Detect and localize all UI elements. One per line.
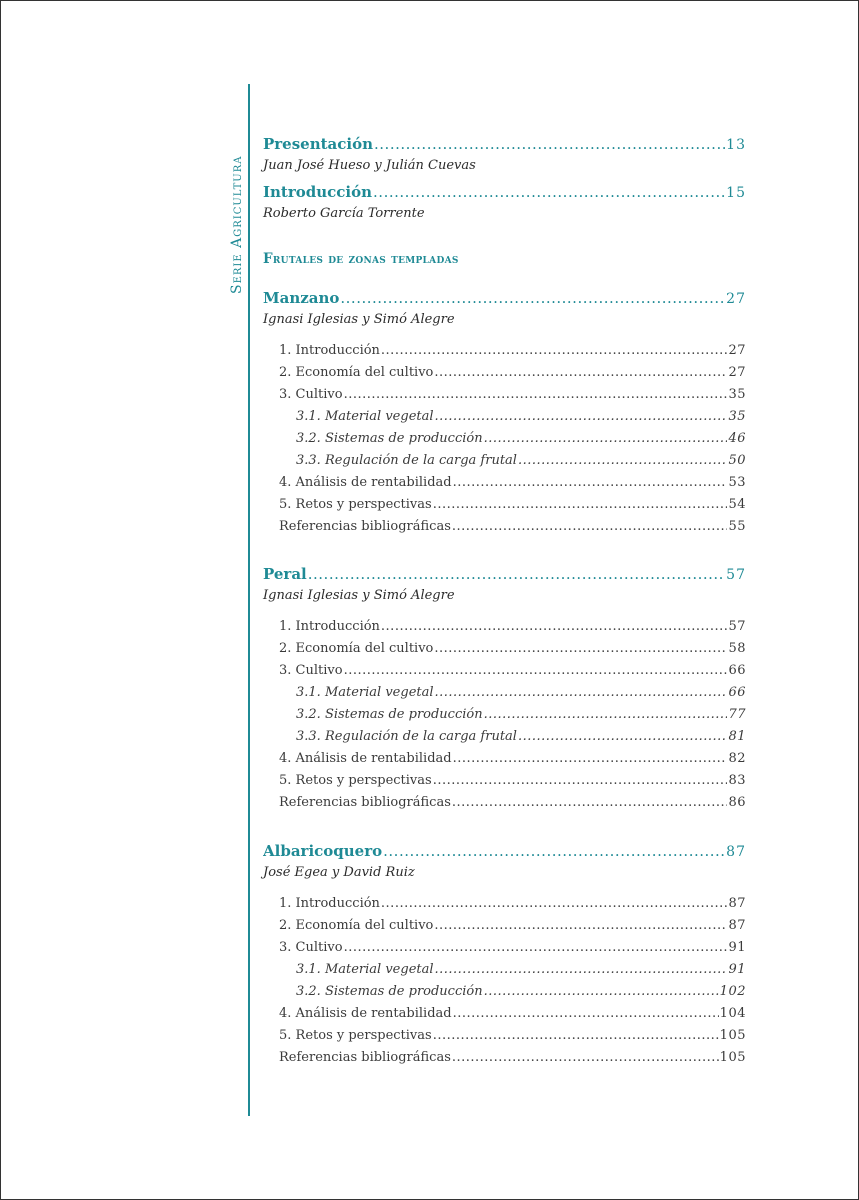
entry-authors: José Egea y David Ruiz — [263, 865, 415, 880]
item-label: Referencias bibliográficas — [279, 519, 451, 534]
item-label: 3. Cultivo — [279, 663, 343, 678]
item-label: 1. Introducción — [279, 896, 380, 911]
dot-leader — [453, 751, 728, 766]
entry-title: Introducción — [263, 183, 373, 201]
item-label: 2. Economía del cultivo — [279, 641, 434, 656]
dot-leader — [308, 565, 725, 583]
dot-leader — [453, 1006, 719, 1021]
item-label: 3.3. Regulación de la carga frutal — [296, 729, 517, 744]
toc-entry-peral[interactable] — [263, 565, 746, 583]
dot-leader — [434, 918, 727, 933]
item-page: 46 — [728, 431, 746, 446]
entry-page: 57 — [726, 567, 746, 583]
toc-item[interactable] — [279, 1028, 746, 1043]
item-page: 91 — [728, 940, 746, 955]
dot-leader — [518, 729, 727, 744]
item-page: 35 — [728, 387, 746, 402]
dot-leader — [484, 984, 719, 999]
dot-leader — [340, 289, 725, 307]
item-page: 104 — [719, 1006, 746, 1021]
item-page: 57 — [728, 619, 746, 634]
dot-leader — [433, 497, 728, 512]
toc-subitem[interactable] — [296, 409, 746, 424]
item-page: 87 — [728, 896, 746, 911]
toc-entry-introduccion[interactable] — [263, 183, 746, 201]
entry-page: 27 — [726, 291, 746, 307]
toc-item[interactable] — [279, 343, 746, 358]
entry-title: Peral — [263, 565, 307, 583]
toc-item[interactable] — [279, 751, 746, 766]
item-label: 5. Retos y perspectivas — [279, 1028, 432, 1043]
item-page: 58 — [728, 641, 746, 656]
item-page: 87 — [728, 918, 746, 933]
dot-leader — [518, 453, 727, 468]
item-label: 4. Análisis de rentabilidad — [279, 751, 452, 766]
dot-leader — [344, 663, 728, 678]
dot-leader — [381, 343, 728, 358]
toc-subitem[interactable] — [296, 984, 746, 999]
item-page: 35 — [728, 409, 746, 424]
item-label: 1. Introducción — [279, 343, 380, 358]
toc-item[interactable] — [279, 619, 746, 634]
toc-subitem[interactable] — [296, 685, 746, 700]
item-page: 86 — [728, 795, 746, 810]
entry-title: Presentación — [263, 135, 374, 153]
toc-subitem[interactable] — [296, 962, 746, 977]
toc-item[interactable] — [279, 497, 746, 512]
dot-leader — [434, 641, 727, 656]
dot-leader — [381, 896, 728, 911]
item-label: 3.1. Material vegetal — [296, 685, 434, 700]
toc-item[interactable] — [279, 918, 746, 933]
dot-leader — [381, 619, 728, 634]
item-label: Referencias bibliográficas — [279, 1050, 451, 1065]
entry-authors: Roberto García Torrente — [263, 206, 425, 221]
item-page: 102 — [719, 984, 746, 999]
toc-subitem[interactable] — [296, 431, 746, 446]
item-page: 55 — [728, 519, 746, 534]
item-page: 82 — [728, 751, 746, 766]
toc-item[interactable] — [279, 519, 746, 534]
dot-leader — [452, 1050, 719, 1065]
item-label: 3.2. Sistemas de producción — [296, 707, 483, 722]
dot-leader — [435, 409, 728, 424]
dot-leader — [344, 387, 728, 402]
dot-leader — [434, 365, 727, 380]
vertical-rule — [248, 84, 250, 1116]
dot-leader — [433, 773, 728, 788]
item-label: 4. Análisis de rentabilidad — [279, 1006, 452, 1021]
item-label: 5. Retos y perspectivas — [279, 497, 432, 512]
item-page: 105 — [719, 1028, 746, 1043]
item-label: 3. Cultivo — [279, 387, 343, 402]
toc-entry-albaricoquero[interactable] — [263, 842, 746, 860]
entry-authors: Ignasi Iglesias y Simó Alegre — [263, 312, 455, 327]
item-label: 1. Introducción — [279, 619, 380, 634]
dot-leader — [484, 707, 728, 722]
item-label: 2. Economía del cultivo — [279, 365, 434, 380]
toc-item[interactable] — [279, 663, 746, 678]
dot-leader — [383, 842, 725, 860]
toc-item[interactable] — [279, 1006, 746, 1021]
entry-page: 87 — [726, 844, 746, 860]
toc-item[interactable] — [279, 773, 746, 788]
toc-item[interactable] — [279, 896, 746, 911]
dot-leader — [484, 431, 728, 446]
toc-item[interactable] — [279, 1050, 746, 1065]
item-page: 77 — [728, 707, 746, 722]
toc-item[interactable] — [279, 365, 746, 380]
entry-title: Albaricoquero — [263, 842, 383, 860]
item-label: 3.3. Regulación de la carga frutal — [296, 453, 517, 468]
dot-leader — [452, 795, 728, 810]
entry-authors: Ignasi Iglesias y Simó Alegre — [263, 588, 455, 603]
dot-leader — [452, 519, 728, 534]
entry-page: 15 — [726, 185, 746, 201]
item-label: 3. Cultivo — [279, 940, 343, 955]
toc-item[interactable] — [279, 641, 746, 656]
entry-authors: Juan José Hueso y Julián Cuevas — [263, 158, 476, 173]
toc-entry-manzano[interactable] — [263, 289, 746, 307]
item-page: 54 — [728, 497, 746, 512]
item-label: 3.2. Sistemas de producción — [296, 984, 483, 999]
toc-item[interactable] — [279, 387, 746, 402]
item-label: 3.1. Material vegetal — [296, 409, 434, 424]
item-page: 50 — [728, 453, 746, 468]
item-label: 2. Economía del cultivo — [279, 918, 434, 933]
toc-item[interactable] — [279, 795, 746, 810]
dot-leader — [435, 685, 728, 700]
item-page: 83 — [728, 773, 746, 788]
dot-leader — [433, 1028, 719, 1043]
toc-entry-presentacion[interactable] — [263, 135, 746, 153]
item-page: 66 — [728, 685, 746, 700]
toc-item[interactable] — [279, 940, 746, 955]
item-page: 27 — [728, 343, 746, 358]
toc-item[interactable] — [279, 475, 746, 490]
dot-leader — [374, 135, 725, 153]
toc-subitem[interactable] — [296, 707, 746, 722]
item-label: Referencias bibliográficas — [279, 795, 451, 810]
item-label: 3.2. Sistemas de producción — [296, 431, 483, 446]
entry-page: 13 — [726, 137, 746, 153]
section-title: Frutales de zonas templadas — [263, 251, 459, 267]
item-label: 5. Retos y perspectivas — [279, 773, 432, 788]
dot-leader — [453, 475, 728, 490]
dot-leader — [373, 183, 725, 201]
item-page: 27 — [728, 365, 746, 380]
entry-title: Manzano — [263, 289, 340, 307]
item-page: 91 — [728, 962, 746, 977]
series-label: Serie Agricultura — [229, 155, 245, 294]
item-page: 53 — [728, 475, 746, 490]
dot-leader — [344, 940, 728, 955]
toc-subitem[interactable] — [296, 453, 746, 468]
item-page: 81 — [728, 729, 746, 744]
item-label: 3.1. Material vegetal — [296, 962, 434, 977]
dot-leader — [435, 962, 728, 977]
toc-subitem[interactable] — [296, 729, 746, 744]
item-page: 66 — [728, 663, 746, 678]
item-page: 105 — [719, 1050, 746, 1065]
item-label: 4. Análisis de rentabilidad — [279, 475, 452, 490]
